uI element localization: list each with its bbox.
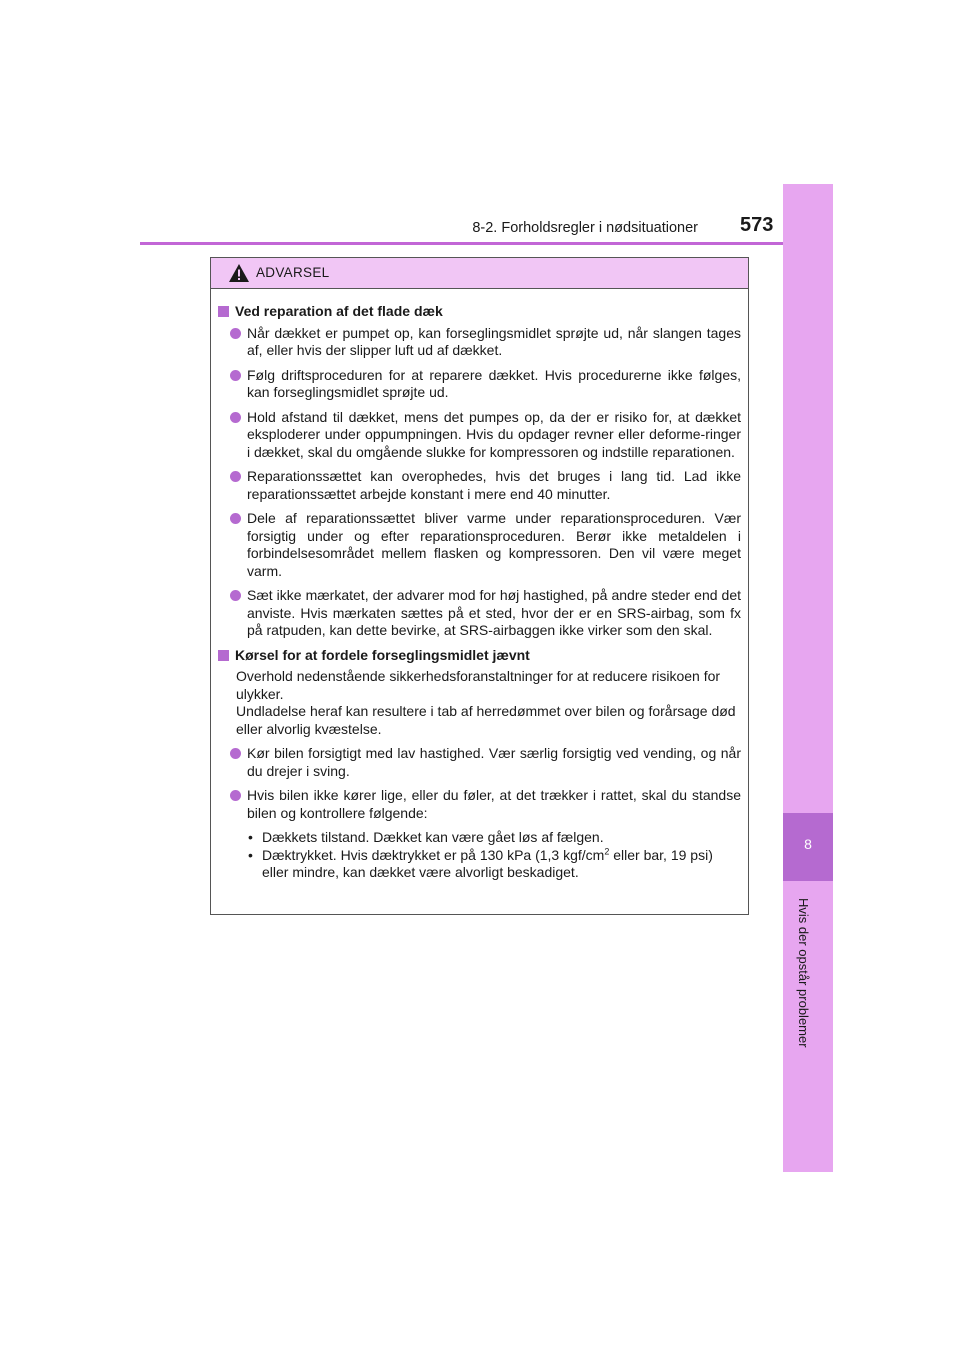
round-bullet-icon	[230, 790, 241, 801]
round-bullet-icon	[230, 412, 241, 423]
paragraph: Overhold nedenstående sikkerhedsforanstaltninger for at reducere risikoen for ulykker.	[236, 668, 721, 702]
square-bullet-icon	[218, 306, 229, 317]
chapter-title: Hvis der opstår problemer	[796, 898, 811, 1048]
round-bullet-icon	[230, 471, 241, 482]
sub-list-item	[248, 829, 741, 847]
list-item-text: Kør bilen forsigtigt med lav hastighed. Vær særlig forsigtig ved vending, og når du drejer i sving.	[247, 745, 741, 779]
list-item	[230, 787, 741, 822]
warning-body	[211, 289, 748, 882]
paragraph: Undladelse heraf kan resultere i tab af herredømmet over bilen og forårsage død eller alvorlig kvæstelse.	[236, 703, 736, 737]
list-item	[230, 745, 741, 780]
sub-bullet-marker: •	[248, 829, 253, 845]
list-item-text: Når dækket er pumpet op, kan forseglingsmidlet sprøjte ud, når slangen tages af, eller hvis der slipper luft ud af dækket.	[247, 324, 741, 358]
warning-header	[211, 258, 748, 289]
section-heading-text: Ved reparation af det flade dæk	[235, 303, 443, 319]
list-item-text: Hold afstand til dækket, mens det pumpes op, da der er risiko for, at dækket eksploderer under oppumpningen. Hvis du opdager revner eller deforme-ringer i dækket, skal du omgående slukke for kompressoren og indstille reparationen.	[247, 408, 741, 460]
list-item	[230, 409, 741, 462]
header-rule	[140, 242, 833, 245]
sub-bullet-marker: •	[248, 846, 253, 863]
list-item	[230, 325, 741, 360]
list-item	[230, 587, 741, 640]
section-title: 8-2. Forholdsregler i nødsituationer	[472, 220, 698, 236]
list-item-text: Sæt ikke mærkatet, der advarer mod for høj hastighed, på andre steder end det anviste. Hvis mærkaten sættes på et sted, hvor der er en SRS-airbag, som fx på ratpuden, kan dette bevirke, at SRS-airbaggen ikke virker som den skal.	[247, 587, 741, 638]
round-bullet-icon	[230, 590, 241, 601]
list-item	[230, 510, 741, 580]
sub-list-item-text: Dækkets tilstand. Dækket kan være gået løs af fælgen.	[262, 829, 604, 845]
list-item	[230, 367, 741, 402]
section-heading-text: Kørsel for at fordele forseglingsmidlet jævnt	[235, 646, 530, 663]
round-bullet-icon	[230, 370, 241, 381]
section-heading	[217, 647, 741, 665]
warning-label: ADVARSEL	[256, 265, 330, 280]
list-item	[230, 468, 741, 503]
page-number: 573	[740, 214, 774, 236]
chapter-number: 8	[804, 836, 812, 852]
sub-text-part: eller bar, 19 psi) eller mindre, kan dækket være alvorligt beskadiget.	[262, 846, 713, 880]
warning-box	[210, 257, 749, 915]
section-heading	[217, 303, 741, 321]
superscript: 2	[604, 845, 610, 856]
sub-list-item	[248, 847, 741, 882]
sub-list-item-text	[262, 847, 741, 882]
list-item-text: Dele af reparationssættet bliver varme under reparationsproceduren. Vær forsigtig under og efter reparationsproceduren. Berør ikke metaldelen i forbindelsesområdet mellem flasken og kompressoren. Den vil være meget varm.	[247, 510, 741, 579]
round-bullet-icon	[230, 748, 241, 759]
round-bullet-icon	[230, 328, 241, 339]
square-bullet-icon	[218, 650, 229, 661]
list-item-text: Hvis bilen ikke kører lige, eller du føler, at det trækker i rattet, skal du standse bilen og kontrollere følgende:	[247, 787, 741, 821]
list-item-text: Reparationssættet kan overophedes, hvis det bruges i lang tid. Lad ikke reparationssættet arbejde konstant i mere end 40 minutter.	[247, 468, 741, 502]
warning-triangle-icon	[228, 263, 250, 283]
sub-text-part: Dæktrykket. Hvis dæktrykket er på 130 kPa (1,3 kgf/cm	[262, 846, 605, 863]
round-bullet-icon	[230, 513, 241, 524]
list-item-text: Følg driftsproceduren for at reparere dækket. Hvis procedurerne ikke følges, kan forseglingsmidlet sprøjte ud.	[247, 366, 741, 400]
